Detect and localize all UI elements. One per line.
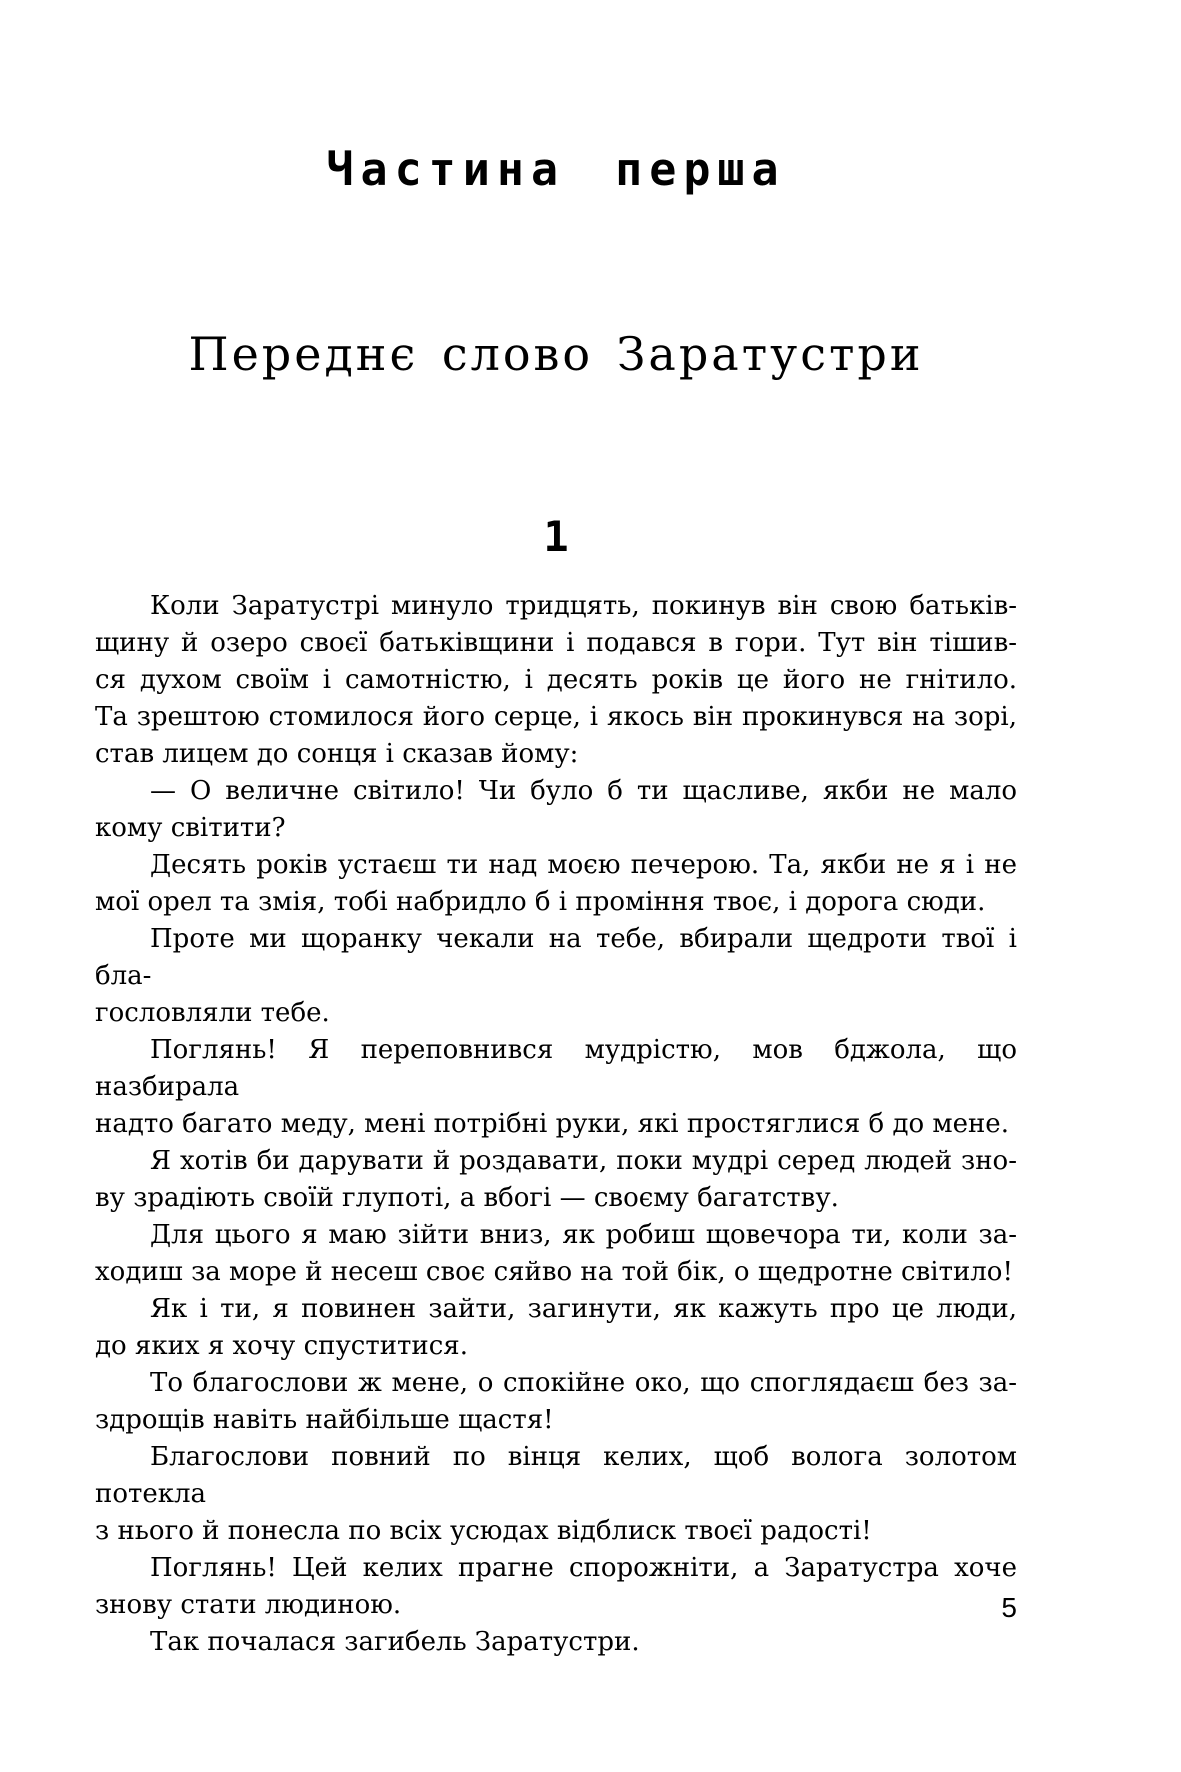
- text-line: Проте ми щоранку чекали на тебе, вбирали щедроти твої і бла-: [95, 924, 1017, 991]
- text-line: Та зрештою стомилося його серце, і якось він прокинувся на зорі,: [95, 702, 1017, 732]
- page-number: 5: [1001, 1592, 1017, 1623]
- text-line: Для цього я маю зійти вниз, як робиш щовечора ти, коли за-: [150, 1220, 1017, 1250]
- section-title: Переднє слово Заратустри: [188, 327, 924, 381]
- text-line: гословляли тебе.: [95, 998, 330, 1028]
- text-line: ся духом своїм і самотністю, і десять років це його не гнітило.: [95, 665, 1017, 695]
- text-line: ву зрадіють своїй глупоті, а вбогі — своєму багатству.: [95, 1183, 839, 1213]
- text-line: до яких я хочу спуститися.: [95, 1331, 468, 1361]
- text-line: з нього й понесла по всіх усюдах відблиск твоєї радості!: [95, 1516, 872, 1546]
- text-line: кому світити?: [95, 813, 286, 843]
- text-line: Благослови повний по вінця келих, щоб волога золотом потекла: [95, 1442, 1017, 1509]
- text-line: Як і ти, я повинен зайти, загинути, як кажуть про це люди,: [150, 1294, 1017, 1324]
- text-line: щину й озеро своєї батьківщини і подався в гори. Тут він тішив-: [95, 628, 1017, 658]
- text-line: знову стати людиною.: [95, 1590, 402, 1620]
- text-line: Коли Заратустрі минуло тридцять, покинув він свою батьків-: [150, 591, 1017, 621]
- text-line: мої орел та змія, тобі набридло б і проміння твоє, і дорога сюди.: [95, 887, 986, 917]
- text-line: здрощів навіть найбільше щастя!: [95, 1405, 554, 1435]
- text-line: Поглянь! Я переповнився мудрістю, мов бджола, що назбирала: [95, 1035, 1017, 1102]
- text-line: ходиш за море й несеш своє сяйво на той бік, о щедротне світило!: [95, 1257, 1013, 1287]
- section-number: 1: [543, 512, 569, 561]
- text-line: став лицем до сонця і сказав йому:: [95, 739, 579, 769]
- text-line: Десять років устаєш ти над моєю печерою. Та, якби не я і не: [150, 850, 1017, 880]
- text-line: Я хотів би дарувати й роздавати, поки мудрі серед людей зно-: [150, 1146, 1017, 1176]
- text-line: Так почалася загибель Заратустри.: [150, 1627, 640, 1657]
- part-title: Частина перша: [326, 143, 786, 196]
- text-line: То благослови ж мене, о спокійне око, що споглядаєш без за-: [150, 1368, 1017, 1398]
- text-line: — О величне світило! Чи було б ти щасливе, якби не мало: [150, 776, 1017, 806]
- body-text: [95, 588, 1017, 1661]
- text-line: надто багато меду, мені потрібні руки, які простяглися б до мене.: [95, 1109, 1009, 1139]
- text-line: Поглянь! Цей келих прагне спорожніти, а Заратустра хоче: [150, 1553, 1017, 1583]
